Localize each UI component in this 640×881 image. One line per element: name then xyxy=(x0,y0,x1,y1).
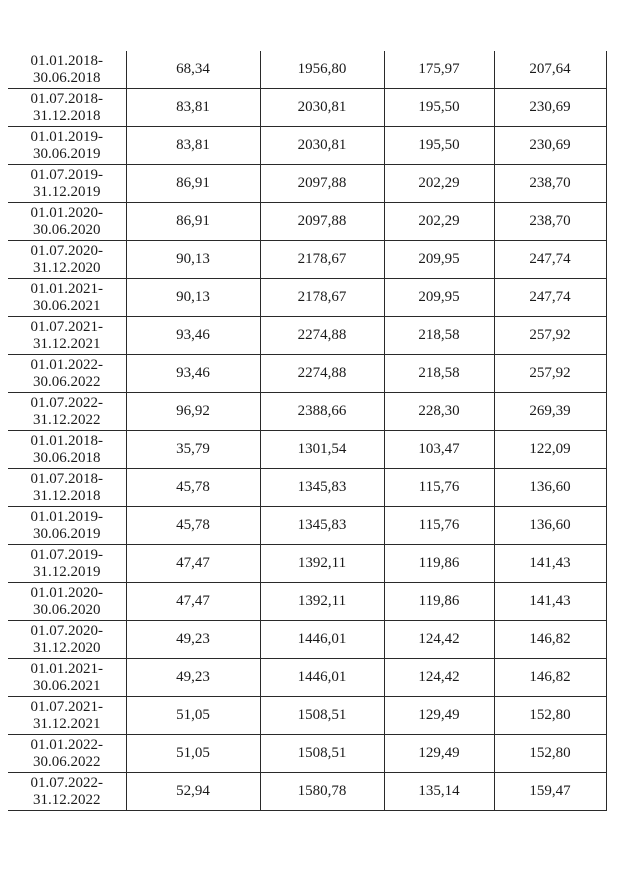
period-start: 01.01.2021- xyxy=(30,280,103,297)
value-cell-v4: 230,69 xyxy=(494,127,606,165)
value-cell-v2: 1345,83 xyxy=(260,507,384,545)
value-cell-v3: 209,95 xyxy=(384,279,494,317)
value-cell-v4: 136,60 xyxy=(494,507,606,545)
period-start: 01.01.2021- xyxy=(30,660,103,677)
period-start: 01.01.2020- xyxy=(30,204,103,221)
value-cell-v3: 202,29 xyxy=(384,203,494,241)
table-row xyxy=(8,545,606,583)
table-row xyxy=(8,165,606,203)
period-start: 01.07.2020- xyxy=(30,622,103,639)
value-cell-v2: 1508,51 xyxy=(260,735,384,773)
period-end: 30.06.2019 xyxy=(33,525,101,542)
value-cell-v1: 83,81 xyxy=(126,89,260,127)
table-body xyxy=(8,51,606,811)
period-cell xyxy=(8,507,126,545)
tariff-table xyxy=(8,51,607,811)
value-cell-v2: 1956,80 xyxy=(260,51,384,89)
value-cell-v4: 269,39 xyxy=(494,393,606,431)
period-cell xyxy=(8,583,126,621)
period-end: 30.06.2021 xyxy=(33,297,101,314)
value-cell-v3: 218,58 xyxy=(384,355,494,393)
value-cell-v4: 136,60 xyxy=(494,469,606,507)
period-end: 30.06.2021 xyxy=(33,677,101,694)
table-row xyxy=(8,431,606,469)
period-cell xyxy=(8,279,126,317)
value-cell-v1: 47,47 xyxy=(126,545,260,583)
value-cell-v1: 47,47 xyxy=(126,583,260,621)
value-cell-v2: 2178,67 xyxy=(260,279,384,317)
period-end: 31.12.2021 xyxy=(33,715,101,732)
period-start: 01.01.2020- xyxy=(30,584,103,601)
period-start: 01.07.2022- xyxy=(30,394,103,411)
period-cell xyxy=(8,545,126,583)
period-start: 01.07.2018- xyxy=(30,470,103,487)
value-cell-v4: 257,92 xyxy=(494,317,606,355)
period-start: 01.07.2020- xyxy=(30,242,103,259)
table-row xyxy=(8,317,606,355)
value-cell-v4: 122,09 xyxy=(494,431,606,469)
value-cell-v4: 238,70 xyxy=(494,165,606,203)
period-cell xyxy=(8,393,126,431)
period-start: 01.01.2019- xyxy=(30,508,103,525)
table-row xyxy=(8,507,606,545)
value-cell-v2: 2097,88 xyxy=(260,203,384,241)
value-cell-v1: 90,13 xyxy=(126,241,260,279)
value-cell-v1: 49,23 xyxy=(126,621,260,659)
value-cell-v1: 90,13 xyxy=(126,279,260,317)
table-row xyxy=(8,203,606,241)
period-start: 01.07.2019- xyxy=(30,546,103,563)
table-row xyxy=(8,241,606,279)
value-cell-v3: 228,30 xyxy=(384,393,494,431)
value-cell-v2: 1446,01 xyxy=(260,659,384,697)
period-end: 31.12.2020 xyxy=(33,259,101,276)
value-cell-v2: 2097,88 xyxy=(260,165,384,203)
value-cell-v1: 96,92 xyxy=(126,393,260,431)
period-end: 31.12.2018 xyxy=(33,107,101,124)
period-end: 31.12.2022 xyxy=(33,791,101,808)
value-cell-v3: 119,86 xyxy=(384,545,494,583)
table-row xyxy=(8,355,606,393)
period-start: 01.01.2022- xyxy=(30,736,103,753)
value-cell-v2: 1392,11 xyxy=(260,583,384,621)
period-start: 01.07.2022- xyxy=(30,774,103,791)
value-cell-v2: 1508,51 xyxy=(260,697,384,735)
table-row xyxy=(8,393,606,431)
period-cell xyxy=(8,51,126,89)
value-cell-v2: 2388,66 xyxy=(260,393,384,431)
period-cell xyxy=(8,203,126,241)
value-cell-v4: 159,47 xyxy=(494,773,606,811)
table-row xyxy=(8,127,606,165)
value-cell-v1: 83,81 xyxy=(126,127,260,165)
value-cell-v4: 152,80 xyxy=(494,735,606,773)
value-cell-v1: 93,46 xyxy=(126,355,260,393)
period-start: 01.01.2019- xyxy=(30,128,103,145)
value-cell-v3: 103,47 xyxy=(384,431,494,469)
table-row xyxy=(8,735,606,773)
table-row xyxy=(8,659,606,697)
value-cell-v3: 135,14 xyxy=(384,773,494,811)
period-start: 01.07.2019- xyxy=(30,166,103,183)
period-start: 01.01.2022- xyxy=(30,356,103,373)
period-start: 01.01.2018- xyxy=(30,432,103,449)
value-cell-v4: 257,92 xyxy=(494,355,606,393)
period-cell xyxy=(8,89,126,127)
table-row xyxy=(8,583,606,621)
value-cell-v4: 230,69 xyxy=(494,89,606,127)
period-start: 01.07.2021- xyxy=(30,318,103,335)
value-cell-v3: 195,50 xyxy=(384,89,494,127)
value-cell-v4: 146,82 xyxy=(494,659,606,697)
period-end: 30.06.2019 xyxy=(33,145,101,162)
value-cell-v1: 35,79 xyxy=(126,431,260,469)
value-cell-v2: 1301,54 xyxy=(260,431,384,469)
value-cell-v2: 2178,67 xyxy=(260,241,384,279)
period-cell xyxy=(8,735,126,773)
period-cell xyxy=(8,697,126,735)
table-row xyxy=(8,51,606,89)
period-cell xyxy=(8,317,126,355)
value-cell-v3: 115,76 xyxy=(384,507,494,545)
value-cell-v2: 2030,81 xyxy=(260,89,384,127)
value-cell-v1: 52,94 xyxy=(126,773,260,811)
period-end: 31.12.2019 xyxy=(33,183,101,200)
value-cell-v1: 45,78 xyxy=(126,507,260,545)
value-cell-v2: 1580,78 xyxy=(260,773,384,811)
period-start: 01.07.2018- xyxy=(30,90,103,107)
period-start: 01.01.2018- xyxy=(30,52,103,69)
value-cell-v2: 1392,11 xyxy=(260,545,384,583)
value-cell-v2: 1345,83 xyxy=(260,469,384,507)
value-cell-v4: 141,43 xyxy=(494,583,606,621)
value-cell-v1: 51,05 xyxy=(126,697,260,735)
period-cell xyxy=(8,621,126,659)
table-row xyxy=(8,697,606,735)
value-cell-v2: 1446,01 xyxy=(260,621,384,659)
value-cell-v2: 2274,88 xyxy=(260,317,384,355)
period-cell xyxy=(8,241,126,279)
period-end: 30.06.2018 xyxy=(33,449,101,466)
period-end: 30.06.2020 xyxy=(33,601,101,618)
value-cell-v3: 124,42 xyxy=(384,621,494,659)
period-cell xyxy=(8,469,126,507)
table-row xyxy=(8,469,606,507)
value-cell-v1: 68,34 xyxy=(126,51,260,89)
value-cell-v1: 51,05 xyxy=(126,735,260,773)
period-cell xyxy=(8,355,126,393)
value-cell-v4: 152,80 xyxy=(494,697,606,735)
value-cell-v4: 247,74 xyxy=(494,241,606,279)
table-row xyxy=(8,773,606,811)
value-cell-v4: 146,82 xyxy=(494,621,606,659)
value-cell-v4: 141,43 xyxy=(494,545,606,583)
value-cell-v1: 49,23 xyxy=(126,659,260,697)
value-cell-v4: 247,74 xyxy=(494,279,606,317)
value-cell-v3: 124,42 xyxy=(384,659,494,697)
value-cell-v3: 195,50 xyxy=(384,127,494,165)
period-cell xyxy=(8,659,126,697)
table-row xyxy=(8,621,606,659)
value-cell-v3: 115,76 xyxy=(384,469,494,507)
period-cell xyxy=(8,431,126,469)
period-end: 31.12.2019 xyxy=(33,563,101,580)
value-cell-v3: 119,86 xyxy=(384,583,494,621)
value-cell-v4: 207,64 xyxy=(494,51,606,89)
period-cell xyxy=(8,165,126,203)
value-cell-v3: 129,49 xyxy=(384,697,494,735)
table-row xyxy=(8,279,606,317)
value-cell-v3: 209,95 xyxy=(384,241,494,279)
period-end: 30.06.2018 xyxy=(33,69,101,86)
period-end: 30.06.2022 xyxy=(33,753,101,770)
value-cell-v3: 175,97 xyxy=(384,51,494,89)
period-end: 30.06.2020 xyxy=(33,221,101,238)
period-end: 31.12.2022 xyxy=(33,411,101,428)
period-end: 30.06.2022 xyxy=(33,373,101,390)
value-cell-v3: 218,58 xyxy=(384,317,494,355)
period-start: 01.07.2021- xyxy=(30,698,103,715)
table-row xyxy=(8,89,606,127)
value-cell-v1: 86,91 xyxy=(126,165,260,203)
period-end: 31.12.2021 xyxy=(33,335,101,352)
value-cell-v1: 45,78 xyxy=(126,469,260,507)
value-cell-v4: 238,70 xyxy=(494,203,606,241)
value-cell-v2: 2274,88 xyxy=(260,355,384,393)
period-cell xyxy=(8,127,126,165)
value-cell-v2: 2030,81 xyxy=(260,127,384,165)
value-cell-v3: 129,49 xyxy=(384,735,494,773)
period-end: 31.12.2018 xyxy=(33,487,101,504)
period-cell xyxy=(8,773,126,811)
period-end: 31.12.2020 xyxy=(33,639,101,656)
value-cell-v1: 93,46 xyxy=(126,317,260,355)
value-cell-v3: 202,29 xyxy=(384,165,494,203)
value-cell-v1: 86,91 xyxy=(126,203,260,241)
